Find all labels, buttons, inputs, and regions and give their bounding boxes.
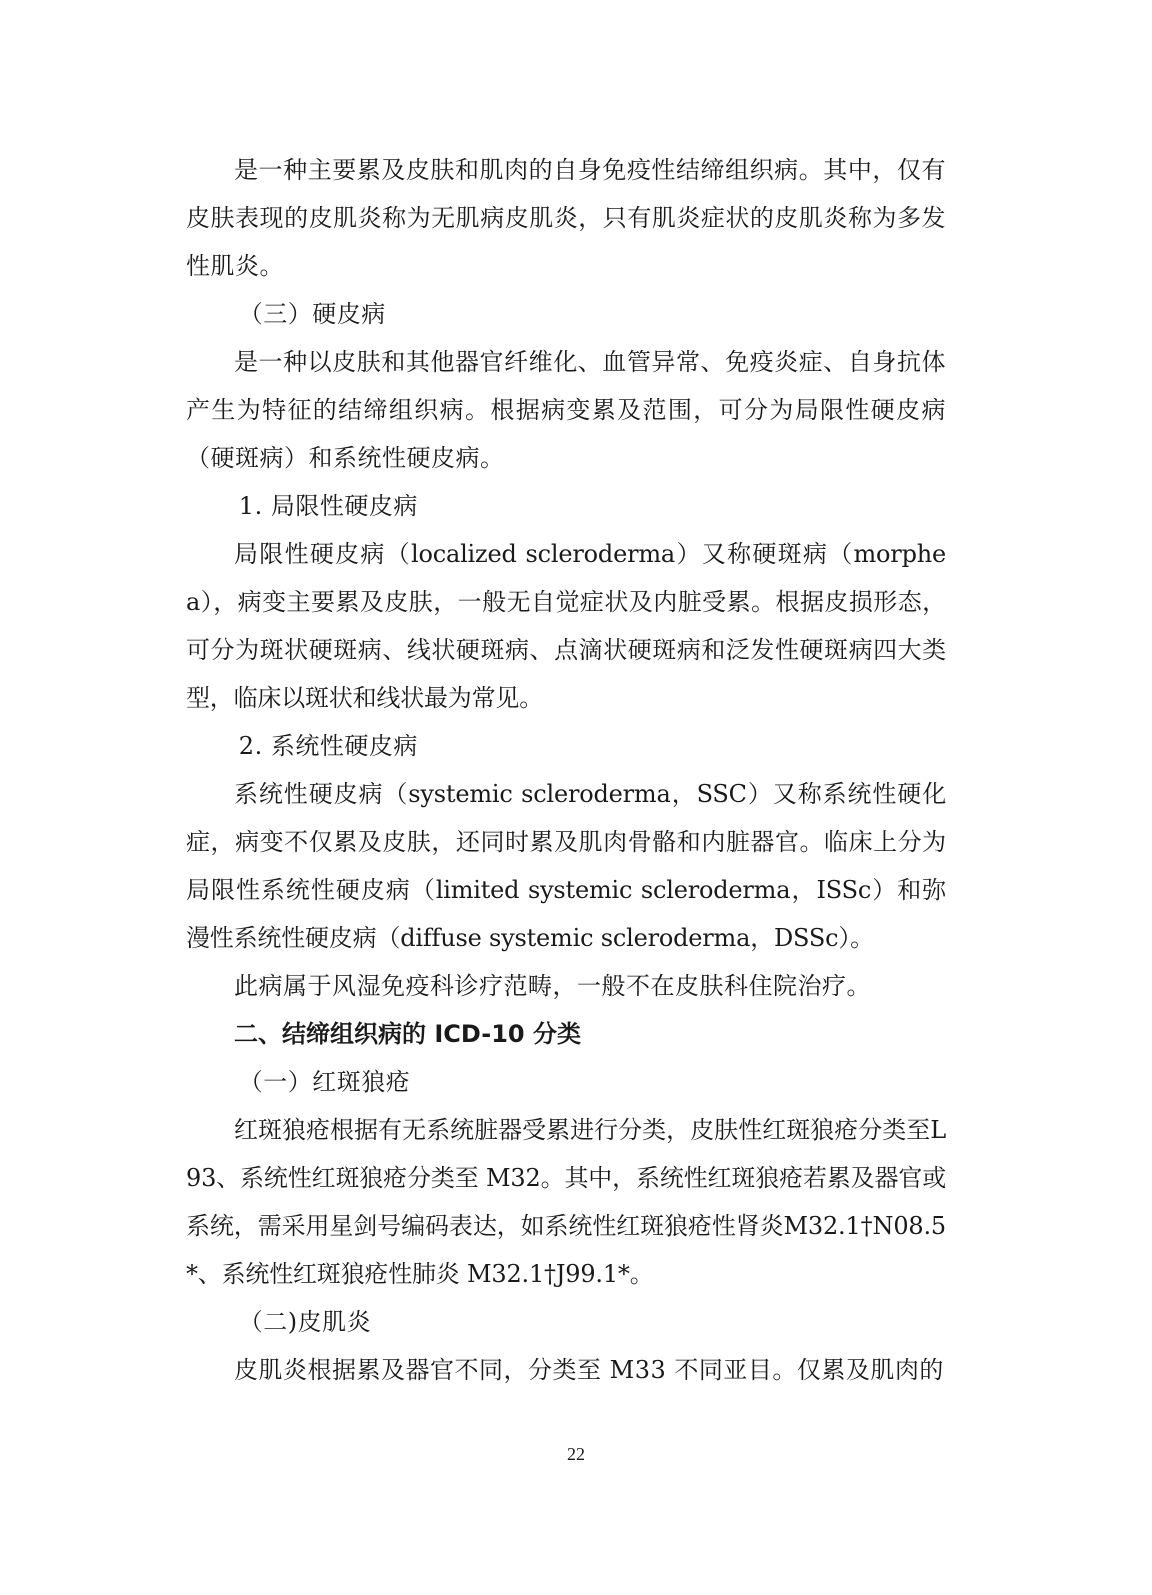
heading-systemic-scleroderma: 2. 系统性硬皮病 [238,732,418,760]
heading-dermatomyositis: （二)皮肌炎 [238,1308,372,1336]
paragraph-systemic-scleroderma: 系统性硬皮病（systemic scleroderma，SSC）又称系统性硬化症，病变不仅累及皮肤，还同时累及肌肉骨骼和内脏器官。临床上分为局限性系统性硬皮病（limited systemic scleroderma，ISSc）和弥漫性系统性硬皮病（diffuse systemic scleroderma，DSSc）。 [186,780,946,952]
heading-icd10-classification: 二、结缔组织病的 ICD-10 分类 [234,1020,581,1048]
document-body [186,146,946,1394]
heading-lupus: （一）红斑狼疮 [238,1068,411,1096]
paragraph-scleroderma-definition: 是一种以皮肤和其他器官纤维化、血管异常、免疫炎症、自身抗体产生为特征的结缔组织病。根据病变累及范围，可分为局限性硬皮病（硬斑病）和系统性硬皮病。 [186,348,946,472]
paragraph-rheumatology-note: 此病属于风湿免疫科诊疗范畴，一般不在皮肤科住院治疗。 [234,972,871,1000]
paragraph-localized-scleroderma: 局限性硬皮病（localized scleroderma）又称硬斑病（morphea），病变主要累及皮肤，一般无自觉症状及内脏受累。根据皮损形态，可分为斑状硬斑病、线状硬斑病、点滴状硬斑病和泛发性硬斑病四大类型，临床以斑状和线状最为常见。 [186,540,946,712]
page-number: 22 [567,1444,585,1464]
heading-scleroderma: （三）硬皮病 [238,300,386,328]
heading-localized-scleroderma: 1. 局限性硬皮病 [238,492,418,520]
paragraph-dermatomyositis-definition: 是一种主要累及皮肤和肌肉的自身免疫性结缔组织病。其中，仅有皮肤表现的皮肌炎称为无肌病皮肌炎，只有肌炎症状的皮肌炎称为多发性肌炎。 [186,156,946,280]
paragraph-dermatomyositis-classification: 皮肌炎根据累及器官不同，分类至 M33 不同亚目。仅累及肌肉的 [234,1356,944,1384]
paragraph-lupus-classification: 红斑狼疮根据有无系统脏器受累进行分类，皮肤性红斑狼疮分类至L93、系统性红斑狼疮分类至 M32。其中，系统性红斑狼疮若累及器官或系统，需采用星剑号编码表达，如系统性红斑狼疮性肾炎M32.1†N08.5*、系统性红斑狼疮性肺炎 M32.1†J99.1*。 [186,1116,946,1288]
